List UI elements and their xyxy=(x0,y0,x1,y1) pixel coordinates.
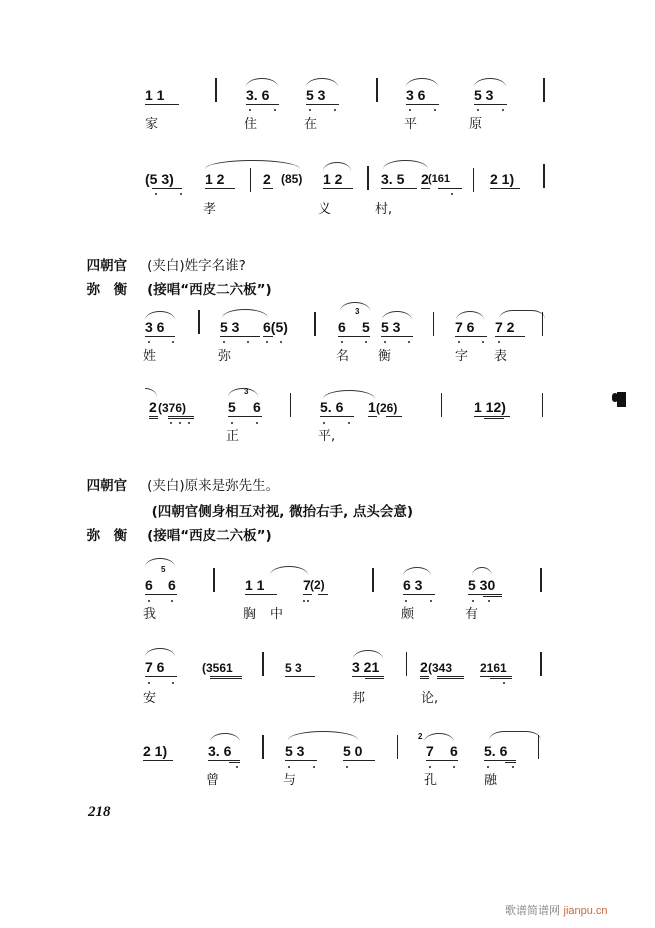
low-dot xyxy=(148,682,150,684)
note: 3 6 xyxy=(145,319,165,335)
bar-line xyxy=(473,168,474,192)
low-dot xyxy=(231,422,233,424)
slur xyxy=(403,567,431,576)
low-dot xyxy=(188,422,190,424)
underline xyxy=(246,104,279,105)
underline xyxy=(381,188,417,189)
slur xyxy=(323,390,375,399)
underline xyxy=(352,676,384,677)
underline xyxy=(303,594,312,595)
low-dot xyxy=(266,341,268,343)
slur xyxy=(246,78,278,87)
note: 2 1) xyxy=(490,171,515,187)
underline xyxy=(403,594,435,595)
role-name: 四朝官 xyxy=(86,258,128,274)
lyric: 融 xyxy=(484,773,498,788)
bar-line xyxy=(262,735,264,759)
role-name: 弥 衡 xyxy=(86,528,128,544)
lyric: 衡 xyxy=(378,349,392,364)
lyric: 义 xyxy=(318,202,332,217)
note: 2 xyxy=(149,399,157,415)
bar-line xyxy=(372,568,374,592)
note: 5 3 xyxy=(381,319,401,335)
bar-line xyxy=(540,568,542,592)
low-dot xyxy=(482,341,484,343)
underline xyxy=(474,416,510,417)
low-dot xyxy=(236,766,238,768)
stage-direction: (四朝官侧身相互对视, 微抬右手, 点头会意) xyxy=(151,504,414,520)
low-dot xyxy=(472,600,474,602)
low-dot xyxy=(309,109,311,111)
bar-line xyxy=(213,568,215,592)
underline xyxy=(484,760,516,761)
grace-note: 2 xyxy=(418,732,423,741)
underline xyxy=(438,188,462,189)
low-dot xyxy=(405,600,407,602)
low-dot xyxy=(365,341,367,343)
note: (2) xyxy=(310,578,325,592)
note: (3561 xyxy=(202,661,233,675)
underline xyxy=(365,678,384,679)
note: 2 xyxy=(263,171,271,187)
lyric: 名 xyxy=(336,349,350,364)
dialog-line xyxy=(78,512,272,544)
bar-line xyxy=(367,166,369,190)
underline xyxy=(145,594,177,595)
role-name: 四朝官 xyxy=(86,478,128,494)
low-dot xyxy=(249,109,251,111)
note: 2 1) xyxy=(143,743,168,759)
underline xyxy=(149,418,158,419)
low-dot xyxy=(288,766,290,768)
lyric: 孔 xyxy=(424,773,438,788)
underline xyxy=(490,678,512,679)
note: 2 xyxy=(421,171,429,187)
slur xyxy=(228,388,258,397)
slur xyxy=(424,733,454,742)
low-dot xyxy=(409,109,411,111)
watermark-text: 歌谱简谱网 xyxy=(505,904,560,917)
dialog-text: (接唱“西皮二六板”) xyxy=(147,282,272,298)
bar-line xyxy=(542,393,543,417)
note: 6 xyxy=(168,577,176,593)
note: 2161 xyxy=(480,661,507,675)
note: 3. 6 xyxy=(208,743,232,759)
bar-line xyxy=(314,312,316,336)
low-dot xyxy=(434,109,436,111)
slur xyxy=(222,309,268,318)
underline xyxy=(168,416,194,417)
underline xyxy=(318,594,328,595)
low-dot xyxy=(170,422,172,424)
underline xyxy=(426,760,458,761)
bar-line xyxy=(215,78,217,102)
dialog-line xyxy=(78,266,272,298)
note: (5 3) xyxy=(145,171,174,187)
note: 7 xyxy=(426,743,434,759)
underline xyxy=(205,188,235,189)
underline xyxy=(437,678,464,679)
underline xyxy=(468,594,502,595)
underline xyxy=(149,416,158,417)
underline xyxy=(338,336,370,337)
low-dot xyxy=(384,341,386,343)
underline xyxy=(368,416,377,417)
watermark xyxy=(505,902,608,918)
bar-line xyxy=(198,310,200,334)
note: 3. 6 xyxy=(246,87,270,103)
bar-line xyxy=(540,652,542,676)
slur xyxy=(145,558,175,567)
lyric: 表 xyxy=(494,349,508,364)
low-dot xyxy=(179,422,181,424)
underline xyxy=(455,336,487,337)
slur xyxy=(323,162,351,171)
slur xyxy=(474,78,506,87)
note: 5 30 xyxy=(468,577,496,593)
underline xyxy=(495,336,525,337)
slur xyxy=(145,388,157,397)
low-dot xyxy=(348,422,350,424)
note: 7 2 xyxy=(495,319,515,335)
underline xyxy=(320,416,354,417)
note: 3 21 xyxy=(352,659,380,675)
low-dot xyxy=(334,109,336,111)
note: 5 xyxy=(228,399,236,415)
slur xyxy=(489,731,541,740)
note: (161 xyxy=(428,173,451,185)
low-dot xyxy=(488,600,490,602)
lyric: 姓 xyxy=(143,349,157,364)
note: 7 6 xyxy=(145,659,165,675)
note: 6 3 xyxy=(403,577,423,593)
lyric: 邦 xyxy=(352,691,366,706)
lyric: 曾 xyxy=(206,773,220,788)
lyric: 颇 xyxy=(401,607,415,622)
lyric: 住 xyxy=(244,117,258,132)
underline xyxy=(420,676,429,677)
note: 5. 6 xyxy=(320,399,344,415)
underline xyxy=(143,760,173,761)
bar-line xyxy=(262,652,264,676)
note: (26) xyxy=(376,401,398,415)
slur xyxy=(472,567,492,576)
note: 1 12) xyxy=(474,399,506,415)
note: (85) xyxy=(281,172,303,186)
lyric: 平, xyxy=(318,429,336,444)
dialog-text: (夹白)姓字名谁? xyxy=(147,258,246,274)
bar-line xyxy=(376,78,378,102)
underline xyxy=(220,336,260,337)
bar-line xyxy=(543,164,545,188)
low-dot xyxy=(280,341,282,343)
underline xyxy=(483,596,502,597)
note: 3. 5 xyxy=(381,171,405,187)
underline xyxy=(263,336,273,337)
note: 5 3 xyxy=(306,87,326,103)
note: 7 xyxy=(303,577,311,593)
note: 6 xyxy=(338,319,346,335)
underline xyxy=(323,188,353,189)
low-dot xyxy=(346,766,348,768)
bar-line xyxy=(250,168,251,192)
grace-note: 3 xyxy=(355,307,360,316)
note: 1 xyxy=(368,399,376,415)
note: 1 2 xyxy=(323,171,343,187)
low-dot xyxy=(341,341,343,343)
lyric: 字 xyxy=(455,349,469,364)
note: 1 1 xyxy=(145,87,165,103)
lyric: 平 xyxy=(404,117,418,132)
bar-line xyxy=(406,652,407,676)
low-dot xyxy=(180,193,182,195)
slur xyxy=(270,566,308,575)
dialog-text: (夹白)原来是弥先生。 xyxy=(147,478,280,494)
underline xyxy=(145,104,179,105)
note: 7 6 xyxy=(455,319,475,335)
slur xyxy=(383,160,428,169)
note: 6(5) xyxy=(263,319,288,335)
underline xyxy=(285,676,315,677)
slur xyxy=(306,78,338,87)
low-dot xyxy=(429,766,431,768)
low-dot xyxy=(172,682,174,684)
underline xyxy=(245,594,277,595)
slur xyxy=(499,310,545,319)
bar-line xyxy=(290,393,291,417)
low-dot xyxy=(458,341,460,343)
low-dot xyxy=(223,341,225,343)
note: 3 6 xyxy=(406,87,426,103)
low-dot xyxy=(512,766,514,768)
lyric: 安 xyxy=(143,691,157,706)
underline xyxy=(343,760,375,761)
dialog-text: (接唱“西皮二六板”) xyxy=(147,528,272,544)
low-dot xyxy=(172,341,174,343)
lyric: 与 xyxy=(283,773,297,788)
slur xyxy=(210,733,240,742)
low-dot xyxy=(274,109,276,111)
underline xyxy=(210,678,242,679)
low-dot xyxy=(451,193,453,195)
lyric: 孝 xyxy=(203,202,217,217)
note: 5 3 xyxy=(285,661,302,675)
slur xyxy=(288,731,358,740)
low-dot xyxy=(498,341,500,343)
bar-line xyxy=(543,78,545,102)
note: 1 2 xyxy=(205,171,225,187)
underline xyxy=(381,336,413,337)
underline xyxy=(386,416,402,417)
underline xyxy=(210,676,242,677)
watermark-url: jianpu.cn xyxy=(563,905,608,917)
underline xyxy=(474,104,507,105)
underline xyxy=(285,760,317,761)
underline xyxy=(306,104,339,105)
lyric: 胸 xyxy=(243,607,257,622)
low-dot xyxy=(148,341,150,343)
lyric: 有 xyxy=(465,607,479,622)
note: 6 xyxy=(253,399,261,415)
note: (343 xyxy=(428,661,453,675)
note: 5 3 xyxy=(285,743,305,759)
low-dot xyxy=(148,600,150,602)
underline xyxy=(421,188,430,189)
underline xyxy=(505,762,516,763)
note: 1 1 xyxy=(245,577,265,593)
bar-line xyxy=(433,312,434,336)
low-dot xyxy=(503,682,505,684)
low-dot xyxy=(307,600,309,602)
underline xyxy=(480,676,512,677)
low-dot xyxy=(313,766,315,768)
note: 5. 6 xyxy=(484,743,508,759)
low-dot xyxy=(303,600,305,602)
role-name: 弥 衡 xyxy=(86,282,128,298)
underline xyxy=(420,678,429,679)
lyric: 家 xyxy=(145,117,159,132)
underline xyxy=(484,418,504,419)
bar-line xyxy=(538,735,539,759)
note: 2 xyxy=(420,659,428,675)
note: 5 3 xyxy=(220,319,240,335)
slur xyxy=(353,650,383,659)
lyric: 论, xyxy=(421,691,439,706)
lyric: 村, xyxy=(375,202,393,217)
bar-line xyxy=(441,393,442,417)
underline xyxy=(228,416,262,417)
low-dot xyxy=(502,109,504,111)
underline xyxy=(152,188,182,189)
low-dot xyxy=(155,193,157,195)
lyric: 弥 xyxy=(218,349,232,364)
low-dot xyxy=(323,422,325,424)
underline xyxy=(168,418,194,419)
underline xyxy=(145,336,175,337)
note: 6 xyxy=(145,577,153,593)
low-dot xyxy=(171,600,173,602)
slur xyxy=(145,648,175,657)
low-dot xyxy=(453,766,455,768)
lyric: 正 xyxy=(226,429,240,444)
low-dot xyxy=(430,600,432,602)
underline xyxy=(490,188,520,189)
note: 5 0 xyxy=(343,743,363,759)
grace-note: 3 xyxy=(244,387,249,396)
slur xyxy=(406,78,438,87)
lyric: 原 xyxy=(469,117,483,132)
note: (376) xyxy=(158,401,187,415)
note: 6 xyxy=(450,743,458,759)
slur xyxy=(205,160,300,169)
low-dot xyxy=(408,341,410,343)
bar-line xyxy=(542,312,543,336)
bar-line xyxy=(397,735,398,759)
grace-note: 5 xyxy=(161,565,166,574)
underline xyxy=(437,676,464,677)
underline xyxy=(229,762,240,763)
lyric: 我 xyxy=(143,607,157,622)
underline xyxy=(263,188,273,189)
low-dot xyxy=(247,341,249,343)
low-dot xyxy=(256,422,258,424)
page-number: 218 xyxy=(88,804,111,820)
margin-blot xyxy=(617,392,626,407)
underline xyxy=(406,104,439,105)
note: 5 3 xyxy=(474,87,494,103)
low-dot xyxy=(477,109,479,111)
underline xyxy=(145,676,177,677)
lyric: 中 xyxy=(270,607,284,622)
underline xyxy=(208,760,240,761)
note: 5 xyxy=(362,319,370,335)
low-dot xyxy=(487,766,489,768)
lyric: 在 xyxy=(304,117,318,132)
